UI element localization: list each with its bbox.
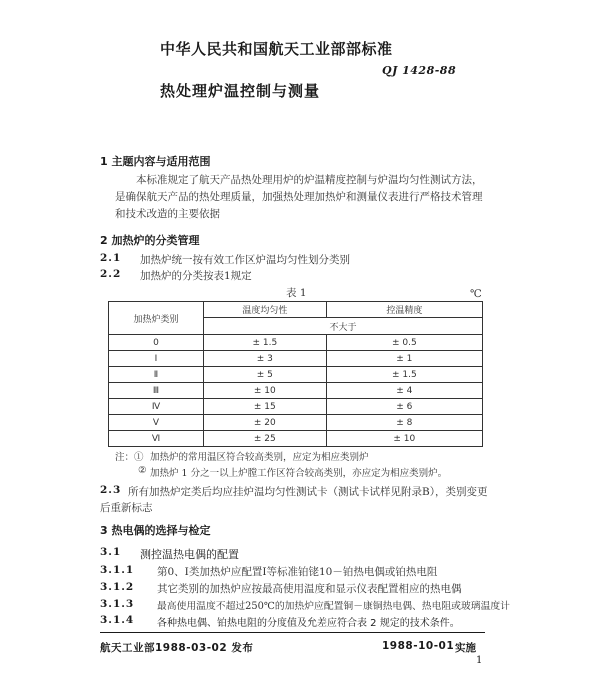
table-cell-uniformity: ± 25 [203, 431, 326, 447]
clause-number: 3.1 [100, 546, 122, 558]
table-cell-category: Ⅰ [109, 351, 204, 367]
table-cell-category: Ⅵ [109, 431, 204, 447]
table-row [109, 399, 483, 415]
clause-text-continued: 后重新标志 [100, 502, 153, 514]
clause-number: 2.2 [100, 268, 122, 280]
clause-text: 第0、Ⅰ类加热炉应配置Ⅰ等标准铂铑10－铂热电偶或铂热电阻 [157, 566, 438, 578]
table-row [109, 335, 483, 351]
table-cell-accuracy: ± 1 [326, 351, 482, 367]
section-1-paragraph: 本标准规定了航天产品热处理用炉的炉温精度控制与炉温均匀性测试方法，是确保航天产品的热处理质量，加强热处理加热炉和测量仪表进行严格技术管理和技术改造的主要依据 [115, 174, 483, 220]
clause-number: 2.1 [100, 252, 122, 264]
section-3-heading: 3 热电偶的选择与检定 [100, 524, 211, 537]
clause-text: 最高使用温度不超过250℃的加热炉应配置铜－康铜热电偶、热电阻或玻璃温度计 [157, 601, 510, 612]
standard-code: QJ 1428-88 [382, 64, 457, 77]
table-cell-category: Ⅳ [109, 399, 204, 415]
clause-text: 加热炉的分类按表1规定 [140, 270, 252, 282]
table-note-text: 加热炉 1 分之一以上炉膛工作区符合较高类别，亦应定为相应类别炉。 [150, 468, 448, 479]
footer-rule [100, 632, 485, 633]
effective-date: 1988-10-01 [382, 640, 455, 652]
clause-text: 各种热电偶、铂热电阻的分度值及允差应符合表 2 规定的技术条件。 [157, 618, 460, 629]
table-cell-category: Ⅱ [109, 367, 204, 383]
table-cell-uniformity: ± 15 [203, 399, 326, 415]
table-row [109, 367, 483, 383]
table-note-text: 加热炉的常用温区符合较高类别，应定为相应类别炉 [150, 452, 369, 463]
standard-organization: 中华人民共和国航天工业部部标准 [160, 40, 393, 58]
table-cell-category: Ⅴ [109, 415, 204, 431]
table-header-accuracy: 控温精度 [326, 302, 482, 318]
table-note-label: ② [138, 465, 147, 476]
table-note-label: 注：① [115, 452, 144, 463]
clause-number: 3.1.1 [100, 564, 135, 576]
furnace-class-table [108, 301, 483, 447]
table-subheader: 不大于 [203, 318, 482, 335]
table-cell-uniformity: ± 5 [203, 367, 326, 383]
clause-text: 所有加热炉定类后均应挂炉温均匀性测试卡（测试卡试样见附录B），类别变更 [128, 486, 488, 498]
table-cell-accuracy: ± 1.5 [326, 367, 482, 383]
table-cell-accuracy: ± 6 [326, 399, 482, 415]
table-cell-uniformity: ± 20 [203, 415, 326, 431]
section-2-heading: 2 加热炉的分类管理 [100, 234, 200, 247]
table-cell-accuracy: ± 4 [326, 383, 482, 399]
document-title: 热处理炉温控制与测量 [160, 82, 321, 100]
table-row [109, 351, 483, 367]
issue-info: 航天工业部1988-03-02 发布 [100, 642, 254, 654]
table-unit: ℃ [470, 288, 482, 300]
page-number: 1 [476, 655, 483, 666]
table-cell-accuracy: ± 10 [326, 431, 482, 447]
table-caption: 表 1 [286, 287, 307, 299]
clause-number: 3.1.2 [100, 581, 135, 593]
clause-text: 加热炉统一按有效工作区炉温均匀性划分类别 [140, 254, 350, 266]
table-cell-accuracy: ± 8 [326, 415, 482, 431]
table-cell-uniformity: ± 10 [203, 383, 326, 399]
table-header-uniformity: 温度均匀性 [203, 302, 326, 318]
table-row [109, 431, 483, 447]
clause-number: 2.3 [100, 484, 122, 496]
table-cell-accuracy: ± 0.5 [326, 335, 482, 351]
clause-text: 其它类别的加热炉应按最高使用温度和显示仪表配置相应的热电偶 [157, 583, 462, 595]
section-1-heading: 1 主题内容与适用范围 [100, 155, 211, 168]
table-row [109, 383, 483, 399]
table-header-category: 加热炉类别 [109, 302, 204, 335]
table-row [109, 415, 483, 431]
table-cell-category: Ⅲ [109, 383, 204, 399]
subsection-heading: 测控温热电偶的配置 [140, 548, 239, 561]
clause-number: 3.1.3 [100, 598, 135, 610]
table-cell-category: 0 [109, 335, 204, 351]
table-cell-uniformity: ± 3 [203, 351, 326, 367]
clause-number: 3.1.4 [100, 614, 135, 626]
effective-label: 实施 [455, 642, 476, 654]
table-cell-uniformity: ± 1.5 [203, 335, 326, 351]
